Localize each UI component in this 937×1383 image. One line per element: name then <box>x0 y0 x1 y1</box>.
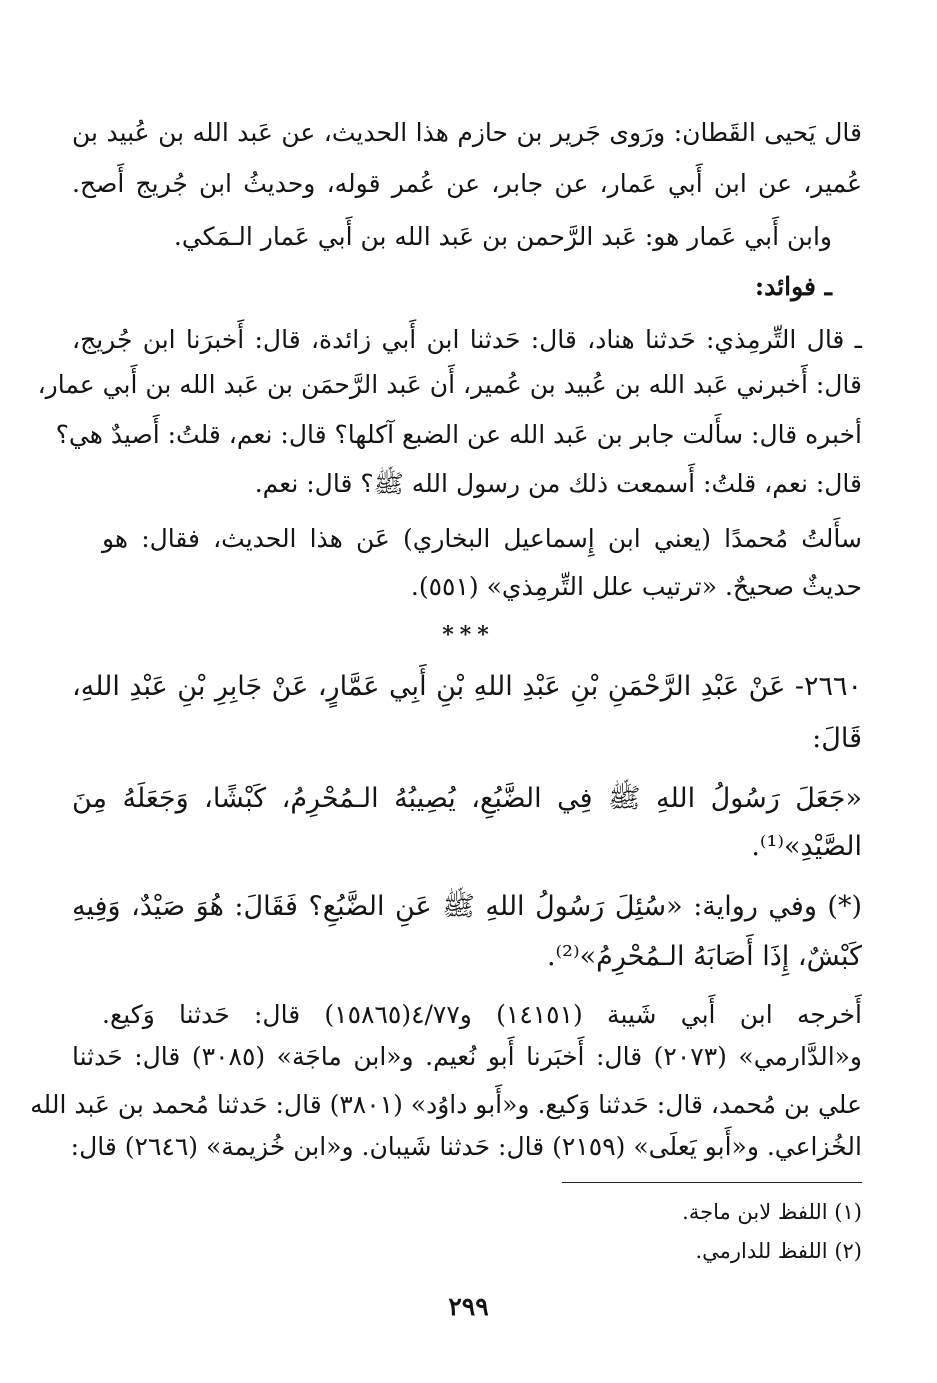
text-line: الخُزاعي. و«أَبو يَعلَى» (٢١٥٩) قال: حَدثنا شَيبان. و«ابن خُزيمة» (٢٦٤٦) قال: <box>70 1132 862 1161</box>
hadith-line: ٢٦٦٠- عَنْ عَبْدِ الرَّحْمَنِ بْنِ عَبْدِ اللهِ بْنِ أَبِي عَمَّارٍ، عَنْ جَابِرِ بْنِ عَبْدِ اللهِ، <box>72 671 862 702</box>
text-line: وابن أَبي عَمار هو: عَبد الرَّحمن بن عَبد الله بن أَبي عَمار الـمَكي. <box>173 222 832 251</box>
text-line: قال يَحيى القَطان: ورَوى جَرير بن حازم هذا الحديث، عن عَبد الله بن عُبيد بن <box>72 118 862 147</box>
text-line: حديثٌ صحيحٌ. «ترتيب علل التِّرمِذي» (٥٥١). <box>410 572 862 601</box>
text-line: سأَلتُ مُحمدًا (يعني ابن إِسماعيل البخاري) عَن هذا الحديث، فقال: هو <box>102 524 862 553</box>
benefits-heading: ـ فوائد: <box>754 272 832 301</box>
hadith-line: الصَّيْدِ»⁽¹⁾. <box>751 831 862 862</box>
hadith-line: «جَعَلَ رَسُولُ اللهِ ﷺ فِي الضَّبُعِ، يُصِيبُهُ الـمُحْرِمُ، كَبْشًا، وَجَعَلَهُ مِنَ <box>72 783 862 814</box>
footnote: (١) اللفظ لابن ماجة. <box>682 1200 862 1224</box>
hadith-line: قَالَ: <box>812 723 862 754</box>
page-number: ٢٩٩ <box>448 1292 489 1321</box>
footnote-rule <box>562 1182 862 1183</box>
text-line: أخبره قال: سأَلت جابر بن عَبد الله عن الضبع آكلها؟ قال: نعم، قلتُ: أَصيدٌ هي؟ <box>55 420 862 449</box>
narration-line: كَبْشٌ، إِذَا أَصَابَهُ الـمُحْرِمُ»⁽²⁾. <box>546 941 862 972</box>
text-line: عُمير، عن ابن أَبي عَمار، عن جابر، عن عُمر قوله، وحديثُ ابن جُريج أَصح. <box>72 169 862 198</box>
text-line: و«الدَّارمي» (٢٠٧٣) قال: أَخبَرنا أَبو نُعيم. و«ابن ماجَة» (٣٠٨٥) قال: حَدثنا <box>72 1042 863 1071</box>
section-separator: *** <box>442 622 495 648</box>
text-line: ـ قال التِّرمِذي: حَدثنا هناد، قال: حَدثنا ابن أَبي زائدة، قال: أَخبرَنا ابن جُريج، <box>72 325 862 354</box>
footnote: (٢) اللفظ للدارمي. <box>695 1239 862 1263</box>
text-line: أَخرجه ابن أَبي شَيبة (١٤١٥١) و٤/٧٧(١٥٨٦٥) قال: حَدثنا وَكيع. <box>102 1000 862 1029</box>
text-line: قال: أَخبرني عَبد الله بن عُبيد بن عُمير، أَن عَبد الرَّحمَن بن عَبد الله بن أَبي عمار، <box>37 370 862 399</box>
narration-line: (*) وفي رواية: «سُئِلَ رَسُولُ اللهِ ﷺ عَنِ الضَّبُعِ؟ فَقَالَ: هُوَ صَيْدٌ، وَفِيهِ <box>72 891 862 922</box>
text-line: علي بن مُحمد، قال: حَدثنا وَكيع. و«أَبو داوُد» (٣٨٠١) قال: حَدثنا مُحمد بن عَبد الله <box>30 1090 862 1119</box>
text-line: قال: نعم، قلتُ: أَسمعت ذلك من رسول الله ﷺ؟ قال: نعم. <box>254 469 862 498</box>
